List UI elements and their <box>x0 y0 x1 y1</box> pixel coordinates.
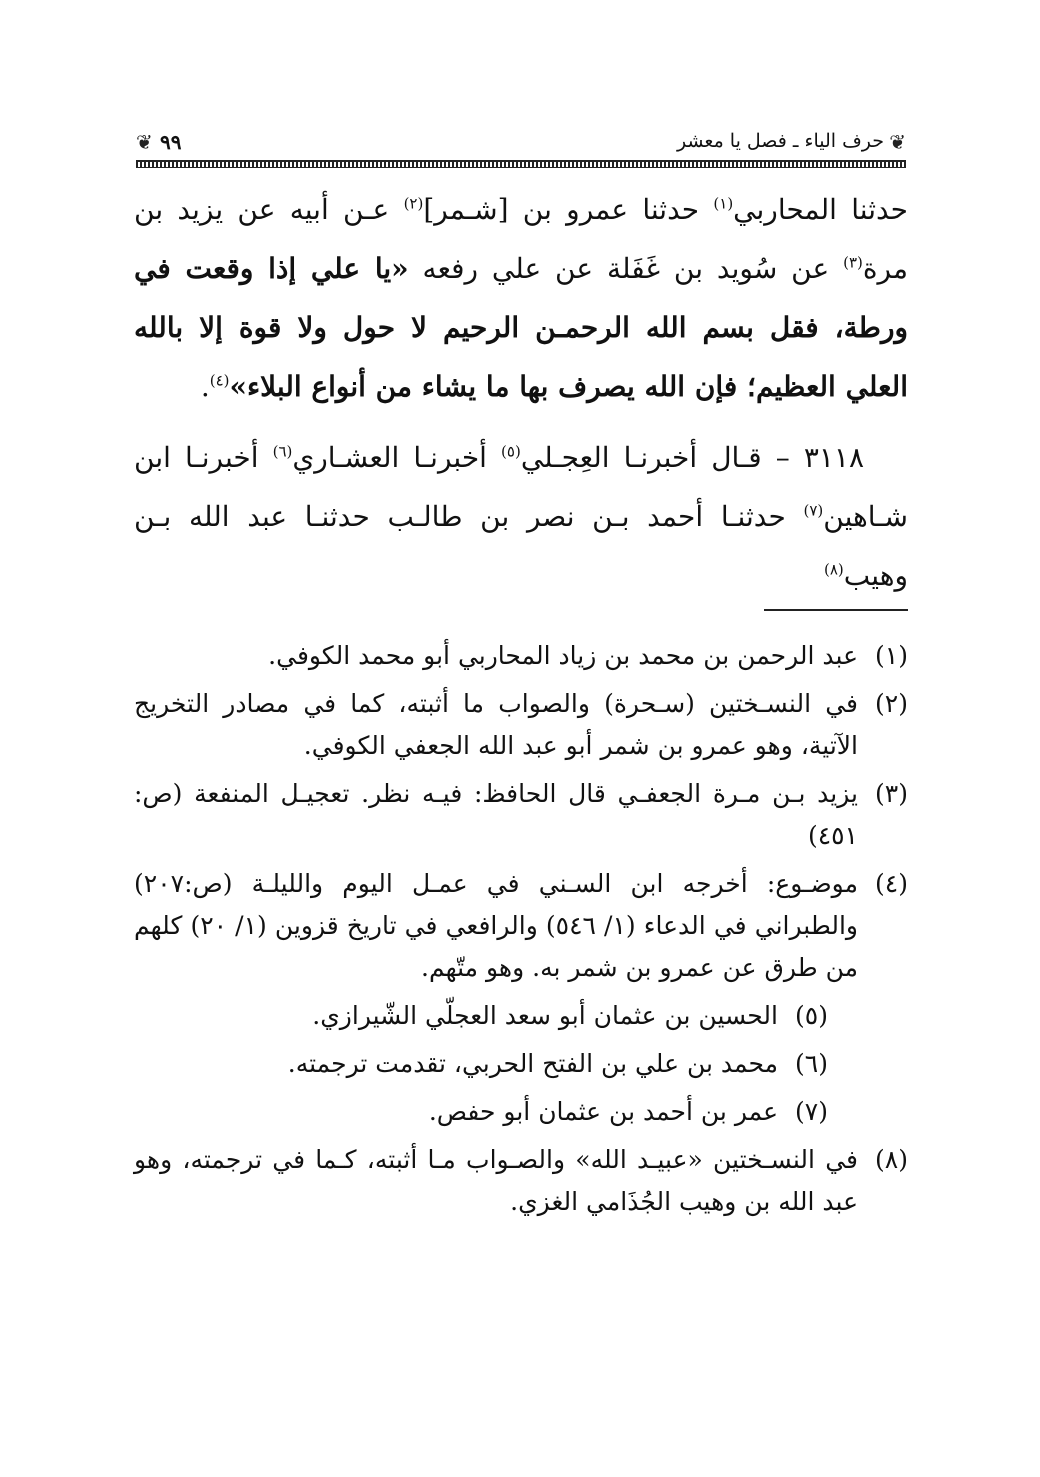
footnote-text: عمر بن أحمد بن عثمان أبو حفص. <box>428 1097 778 1126</box>
footnote-number: (٧) <box>795 1097 828 1126</box>
header-rule <box>136 160 906 168</box>
footnote-ref: (٣) <box>843 253 863 272</box>
footnote-number: (٦) <box>795 1049 828 1078</box>
text-run: حدثنـا أحمد بـن نصر بن طالـب حدثنـا عبد الله بـن وهيب <box>134 500 908 592</box>
footnote-number: (٢) <box>875 689 908 718</box>
footnote-ref: (٤) <box>209 371 230 390</box>
footnote-separator <box>764 609 908 611</box>
footnote-5 <box>134 995 828 1037</box>
footnote-text: موضـوع: أخرجه ابن السـني في عمـل اليوم والليلـة (ص:٢٠٧) والطبراني في الدعاء (١/ ٥٤٦) والرافعي في تاريخ قزوين (١/ ٢٠) كلهم من طرق عن عمرو بن شمر به. وهو متّهم. <box>134 869 858 982</box>
footnote-8 <box>134 1139 908 1223</box>
footnote-3 <box>134 773 908 857</box>
left-ornament-icon: ❦ <box>136 130 153 154</box>
text-run: حدثنا المحاربي <box>733 193 908 226</box>
footnote-7 <box>134 1091 828 1133</box>
page-number: ٩٩ <box>160 130 182 154</box>
footnote-2 <box>134 683 908 767</box>
footnote-text: في النسـختين (سـحرة) والصواب ما أثبته، كما في مصادر التخريج الآتية، وهو عمرو بن شمر أبو عبد الله الجعفي الكوفي. <box>134 689 858 760</box>
text-run: . <box>200 370 210 403</box>
header-title: حرف الياء ـ فصل يا معشر <box>676 130 884 152</box>
footnote-number: (٥) <box>795 1001 828 1030</box>
running-header <box>136 128 906 168</box>
footnote-ref: (١) <box>713 194 734 213</box>
text-run: ٣١١٨ – قـال أخبرنـا العِجـلي <box>520 441 864 474</box>
footnote-ref: (٥) <box>501 442 521 461</box>
footnote-1 <box>134 635 908 677</box>
hadith-text: «يا علي إذا وقعت في ورطة، فقل بسم الله الرحمـن الرحيم لا حول ولا قوة إلا بالله العلي العظيم؛ فإن الله يصرف بها ما يشاء من أنواع البلاء» <box>134 252 908 403</box>
footnote-text: في النسـختين «عبيـد الله» والصـواب مـا أثبته، كـما في ترجمته، وهو عبد الله بن وهيب الجُذَامي الغزي. <box>134 1145 858 1216</box>
main-text <box>134 180 908 605</box>
footnote-text: الحسين بن عثمان أبو سعد العجلّي الشّيرازي. <box>312 1001 778 1030</box>
footnote-ref: (٢) <box>403 194 424 213</box>
footnote-number: (٣) <box>875 779 908 808</box>
footnote-ref: (٦) <box>272 442 293 461</box>
footnote-text: عبد الرحمن بن محمد بن زياد المحاربي أبو محمد الكوفي. <box>268 641 858 670</box>
footnote-text: يزيد بـن مـرة الجعفـي قال الحافظ: فيـه نظر. تعجيـل المنفعة (ص: ٤٥١) <box>134 779 858 850</box>
footnote-ref: (٨) <box>823 560 844 579</box>
footnote-text: محمد بن علي بن الفتح الحربي، تقدمت ترجمته. <box>287 1049 778 1078</box>
paragraph-3118 <box>134 428 908 605</box>
text-run: أخبرنـا العشـاري <box>292 441 502 474</box>
footnote-number: (٨) <box>875 1145 908 1174</box>
right-ornament-icon: ❦ <box>889 130 906 154</box>
text-run: حدثنا عمرو بن [شـمر] <box>423 193 714 226</box>
footnote-6 <box>134 1043 828 1085</box>
footnote-4 <box>134 863 908 989</box>
paragraph-hadith <box>134 180 908 416</box>
footnote-number: (٤) <box>875 869 908 898</box>
text-run: أخبرنـا ابن شـاهين <box>134 441 908 533</box>
footnotes <box>134 635 908 1229</box>
footnote-number: (١) <box>875 641 908 670</box>
text-run: عـن أبيه عن يزيد بن مرة <box>134 193 908 285</box>
footnote-ref: (٧) <box>803 501 824 520</box>
text-run: عن سُويد بن غَفَلة عن علي رفعه <box>408 252 844 285</box>
